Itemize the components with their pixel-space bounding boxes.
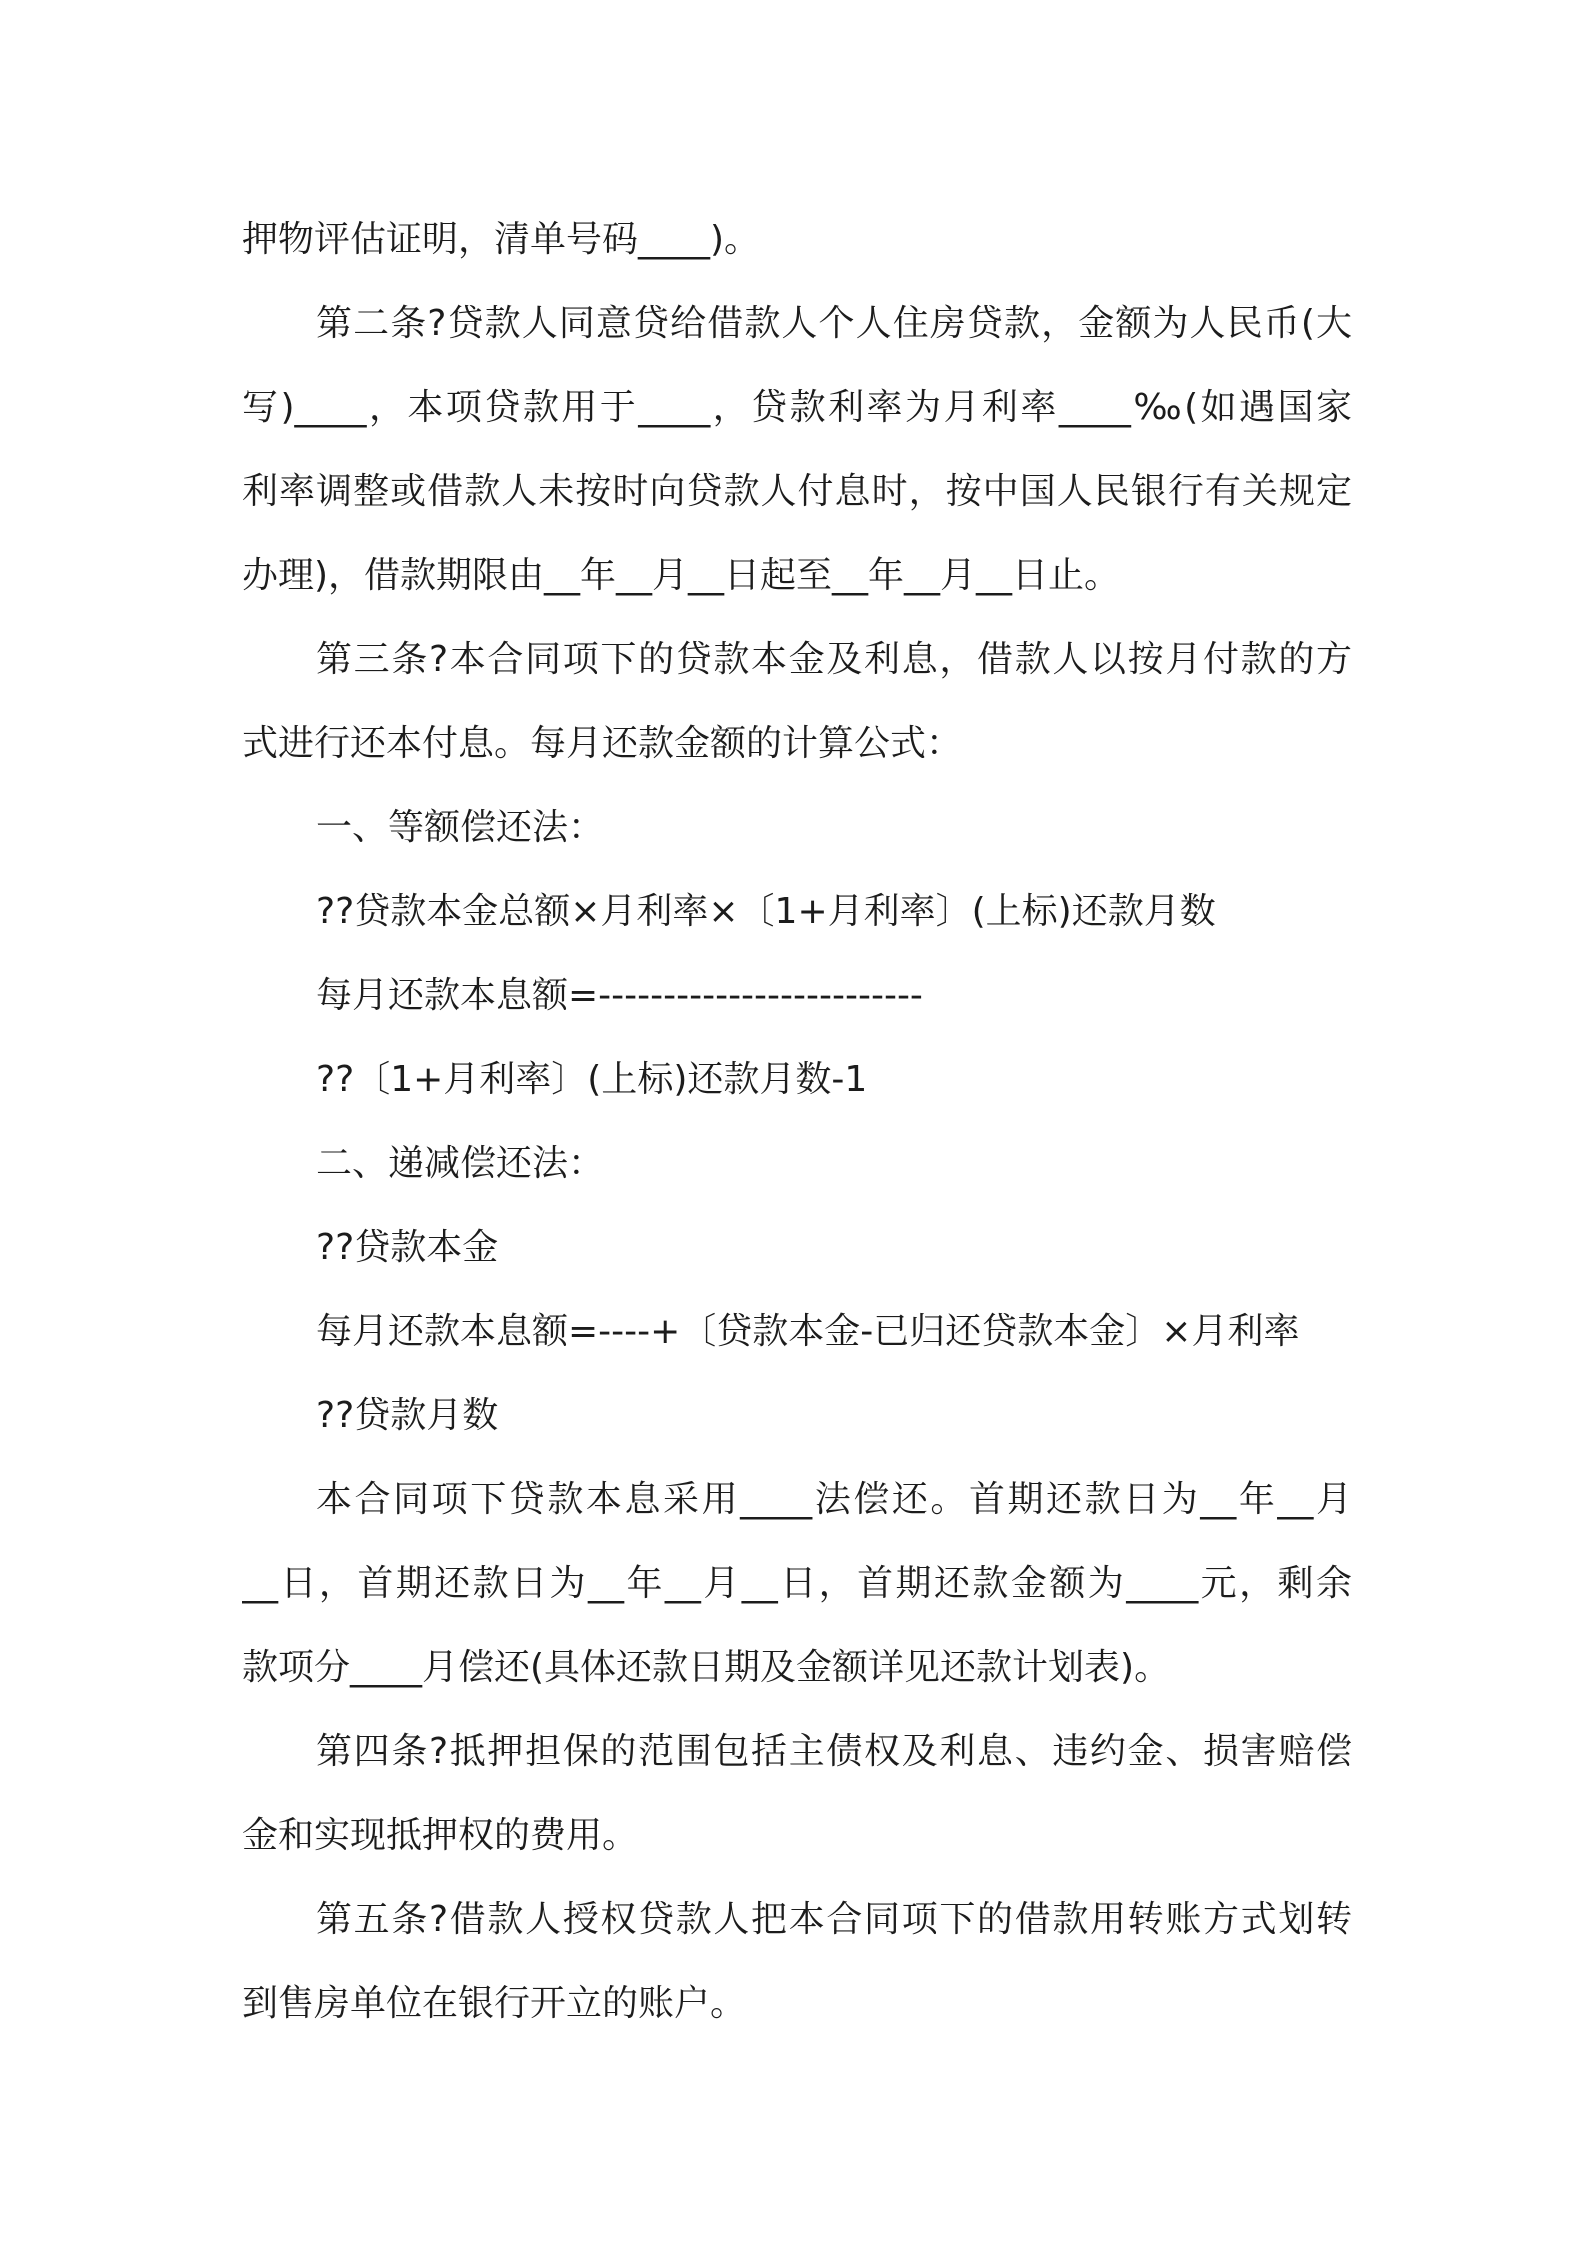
text-line: 写)____，本项贷款用于____，贷款利率为月利率____‰(如遇国家 — [242, 387, 1352, 428]
text-line: __日，首期还款日为__年__月__日，首期还款金额为____元，剩余 — [242, 1563, 1352, 1604]
text-line: 办理)，借款期限由__年__月__日起至__年__月__日止。 — [242, 555, 1121, 596]
formula-line: ??贷款本金 — [316, 1227, 499, 1268]
text-line: 式进行还本付息。每月还款金额的计算公式： — [242, 723, 963, 764]
article-3-heading-line: 第三条?本合同项下的贷款本金及利息，借款人以按月付款的方 — [316, 639, 1352, 680]
article-4-heading-line: 第四条?抵押担保的范围包括主债权及利息、违约金、损害赔偿 — [316, 1731, 1352, 1772]
text-line: 到售房单位在银行开立的账户。 — [242, 1983, 747, 2024]
text-line: 利率调整或借款人未按时向贷款人付息时，按中国人民银行有关规定 — [242, 471, 1352, 512]
formula-line: 每月还款本息额=------------------------- — [316, 975, 923, 1016]
text-line: 款项分____月偿还(具体还款日期及金额详见还款计划表)。 — [242, 1647, 1171, 1688]
formula-line: ??〔1+月利率〕(上标)还款月数-1 — [316, 1059, 868, 1100]
text-line: 金和实现抵押权的费用。 — [242, 1815, 639, 1856]
text-line: 押物评估证明，清单号码____)。 — [242, 219, 761, 260]
document-body — [242, 198, 1352, 2046]
formula-line: ??贷款月数 — [316, 1395, 499, 1436]
method-2-heading: 二、递减偿还法： — [316, 1143, 605, 1184]
formula-line: 每月还款本息额=----+〔贷款本金-已归还贷款本金〕×月利率 — [316, 1311, 1300, 1352]
text-line: 本合同项下贷款本息采用____法偿还。首期还款日为__年__月 — [316, 1479, 1352, 1520]
method-1-heading: 一、等额偿还法： — [316, 807, 605, 848]
article-5-heading-line: 第五条?借款人授权贷款人把本合同项下的借款用转账方式划转 — [316, 1899, 1352, 1940]
formula-line: ??贷款本金总额×月利率×〔1+月利率〕(上标)还款月数 — [316, 891, 1216, 932]
article-2-heading-line: 第二条?贷款人同意贷给借款人个人住房贷款，金额为人民币(大 — [316, 303, 1352, 344]
